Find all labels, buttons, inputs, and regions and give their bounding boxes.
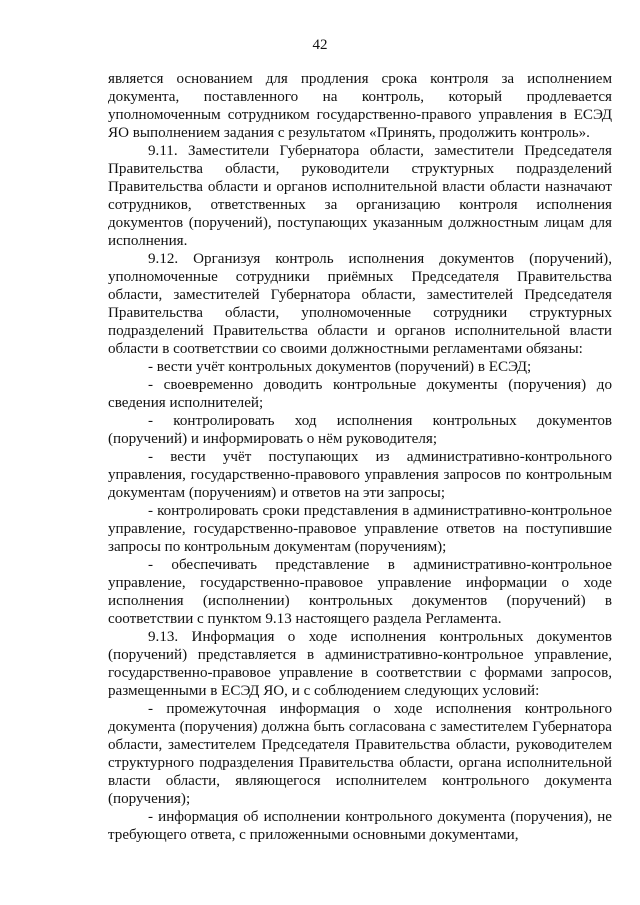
list-item-execution-information: - информация об исполнении контрольного документа (поручения), не требующего ответа, с приложенными основными документами, <box>108 809 612 843</box>
paragraph-9-13: 9.13. Информация о ходе исполнения контрольных документов (поручений) представляется в административно-контрольное управление, государственно-правовое управление в соответствии с формами запросов, размещенными в ЕСЭД ЯО, и с соблюдением следующих условий: <box>108 629 612 699</box>
list-item-notify-executors: - своевременно доводить контрольные документы (поручения) до сведения исполнителей; <box>108 377 612 411</box>
page-number: 42 <box>312 37 328 53</box>
paragraph-9-11: 9.11. Заместители Губернатора области, заместители Председателя Правительства области, руководители структурных подразделений Правительства области и органов исполнительной власти области назначают сотрудников, ответственных за организацию контроля исполнения документов (поручений), поступающих указанным должностным лицам для исполнения. <box>108 143 612 249</box>
list-item-record-requests: - вести учёт поступающих из административно-контрольного управления, государственно-правового управления запросов по контрольным документам (поручениям) и ответов на эти запросы; <box>108 449 612 501</box>
list-item-provide-information: - обеспечивать представление в административно-контрольное управление, государственно-правовое управление информации о ходе исполнения (исполнении) контрольных документов (поручений) в соответствии с пунктом 9.13 настоящего раздела Регламента. <box>108 557 612 627</box>
paragraph-9-12: 9.12. Организуя контроль исполнения документов (поручений), уполномоченные сотрудники приёмных Председателя Правительства области, заместителей Губернатора области, заместителей Председателя Правительства области, уполномоченные сотрудники структурных подразделений Правительства области и органов исполнительной власти области в соответствии со своими должностными регламентами обязаны: <box>108 251 612 357</box>
list-item-monitor-progress: - контролировать ход исполнения контрольных документов (поручений) и информировать о нём руководителя; <box>108 413 612 447</box>
paragraph-continuation: является основанием для продления срока контроля за исполнением документа, поставленного на контроль, который продлевается уполномоченным сотрудником государственно-правого управления в ЕСЭД ЯО выполнением задания с результатом «Принять, продолжить контроль». <box>108 71 612 141</box>
list-item-interim-information: - промежуточная информация о ходе исполнения контрольного документа (поручения) должна быть согласована с заместителем Губернатора области, заместителем Председателя Правительства области, руководителем структурного подразделения Правительства области, органа исполнительной власти области, являющегося исполнителем контрольного документа (поручения); <box>108 701 612 807</box>
document-body <box>108 70 612 844</box>
list-item-monitor-deadlines: - контролировать сроки представления в административно-контрольное управление, государственно-правовое управление ответов на поступившие запросы по контрольным документам (поручениям); <box>108 503 612 555</box>
list-item-record-documents: - вести учёт контрольных документов (поручений) в ЕСЭД; <box>148 359 532 375</box>
